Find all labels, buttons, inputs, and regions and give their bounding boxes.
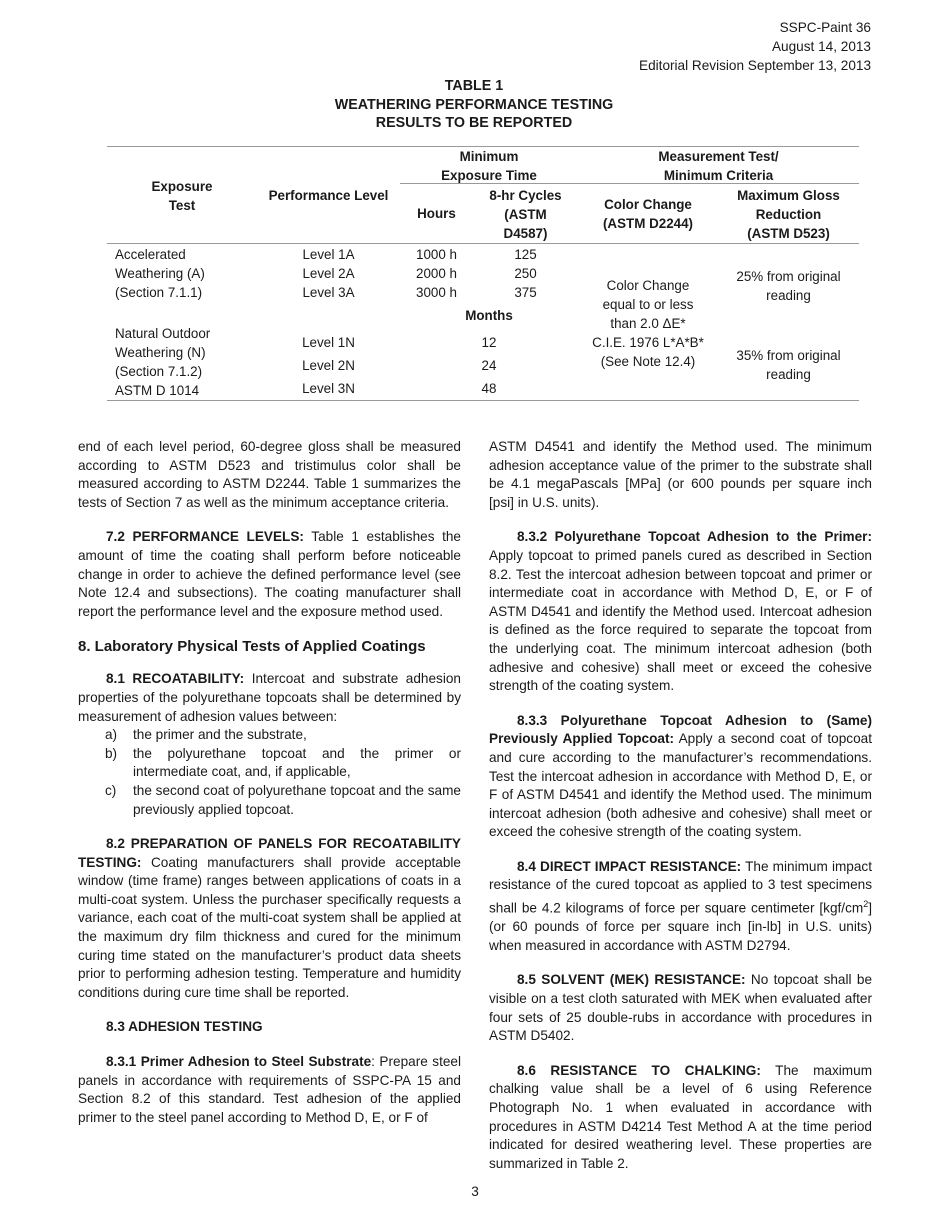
adhesion-list <box>78 726 461 819</box>
cycles-values: 125 250 375 <box>514 247 537 300</box>
paragraph: ASTM D4541 and identify the Method used. The minimum adhesion acceptance value of the primer to the substrate shall be 4.1 megaPascals [MPa] (or 600 pounds per square inch [psi] in U.S. units). <box>489 439 872 510</box>
section-8-1: 8.1 RECOATABILITY: Intercoat and substrate adhesion properties of the polyurethane topcoats shall be determined by measurement of adhesion values between: <box>78 671 461 724</box>
months-values: 12 24 48 <box>481 335 497 396</box>
table-rule <box>107 243 859 244</box>
col-header-min-exposure: Minimum Exposure Time <box>441 149 537 183</box>
section-8-3-2: 8.3.2 Polyurethane Topcoat Adhesion to the Primer: Apply topcoat to primed panels cured as described in Section 8.2. Test the intercoat adhesion between topcoat and primer or intermediate coat in accordance with Method D, E, or F of ASTM D4541 and identify the Method used. Intercoat adhesion is defined as the force required to separate the topcoat from the underlying coat. The minimum intercoat adhesion (both adhesive and cohesive) shall meet or exceed the cohesive strength of the coating system. <box>489 529 872 694</box>
doc-revision: Editorial Revision September 13, 2013 <box>639 58 871 73</box>
table-row: Level 1N Level 2N Level 3N <box>302 335 355 396</box>
paragraph: end of each level period, 60-degree gloss shall be measured according to ASTM D523 and tristimulus color shall be measured according to ASTM D2244. Table 1 summarizes the tests of Section 7 as well as the minimum acceptance criteria. <box>78 439 461 510</box>
section-8-5: 8.5 SOLVENT (MEK) RESISTANCE: No topcoat shall be visible on a test cloth saturated with MEK when evaluated after four sets of 25 double-rubs in accordance with procedures in ASTM D5402. <box>489 972 873 1044</box>
section-8-3-3: 8.3.3 Polyurethane Topcoat Adhesion to (Same) Previously Applied Topcoat: Apply a second coat of topcoat and cure according to the manufacturer’s recommendations. Test the intercoat adhesion in accordance with Method D, E, or F of ASTM D4541 and identify the Method used. The minimum intercoat adhesion (both adhesive and cohesive) shall meet or exceed the cohesive strength of the coating system. <box>489 712 873 840</box>
col-header-measurement: Measurement Test/ Minimum Criteria <box>658 149 779 183</box>
table-title <box>0 77 948 133</box>
col-header-hours: Hours <box>417 206 456 221</box>
gloss-criteria-accelerated: 25% from original reading <box>736 269 841 303</box>
section-8-3: 8.3 ADHESION TESTING <box>106 1019 263 1035</box>
section-7-2: 7.2 PERFORMANCE LEVELS: Table 1 establishes the amount of time the coating shall perform before noticeable change in order to achieve the defined performance level (see Note 12.4 and subsections). The coating manufacturer shall report the performance level and the exposure method used. <box>78 529 461 619</box>
page-number: 3 <box>471 1184 479 1199</box>
months-subheader: Months <box>465 308 513 323</box>
table-rule <box>107 400 859 401</box>
col-header-performance-level: Performance Level <box>268 188 389 203</box>
col-header-exposure-test: Exposure Test <box>151 179 213 213</box>
document-header <box>639 18 871 75</box>
gloss-criteria-natural: 35% from original reading <box>736 348 841 382</box>
table-row: Level 1A Level 2A Level 3A <box>302 247 355 300</box>
list-item: a) the primer and the substrate, <box>105 727 307 743</box>
doc-date: August 14, 2013 <box>771 39 871 54</box>
table-title-line: WEATHERING PERFORMANCE TESTING <box>334 96 614 113</box>
list-item: b) the polyurethane topcoat and the primer or intermediate coat, and, if applicable, <box>105 745 461 780</box>
section-8-3-1: 8.3.1 Primer Adhesion to Steel Substrate: Prepare steel panels in accordance with requirements of SSPC-PA 15 and Section 8.2 of this standard. Test adhesion of the applied primer to the steel panel according to Method D, E, or F of <box>78 1054 461 1125</box>
table-title-line: TABLE 1 <box>444 78 504 94</box>
section-8-4: 8.4 DIRECT IMPACT RESISTANCE: The minimum impact resistance of the cured topcoat as applied to 3 test specimens shall be 4.2 kilograms of force per square centimeter $[kgf/cm^2]$ (or 60 pounds of force per square inch [in-lb] in U.S. units) when measured in accordance with ASTM D2794. <box>489 858 872 953</box>
list-item: c) the second coat of polyurethane topcoat and the same previously applied topcoat. <box>105 782 461 817</box>
col-header-gloss-reduction: Maximum Gloss Reduction (ASTM D523) <box>737 188 840 241</box>
left-column <box>78 438 461 1143</box>
col-header-cycles: 8-hr Cycles (ASTM D4587) <box>489 188 562 241</box>
table-title-line: RESULTS TO BE REPORTED <box>375 115 573 131</box>
exposure-natural: Natural Outdoor Weathering (N) (Section 7.1.2) ASTM D 1014 <box>115 326 211 398</box>
right-column <box>489 438 872 1189</box>
section-8-heading: 8. Laboratory Physical Tests of Applied Coatings <box>78 638 426 656</box>
exposure-accelerated: Accelerated Weathering (A) (Section 7.1.1) <box>115 247 205 300</box>
color-change-criteria: Color Change equal to or less than 2.0 ΔE* C.I.E. 1976 L*A*B* (See Note 12.4) <box>592 278 704 369</box>
hours-values: 1000 h 2000 h 3000 h <box>416 247 457 300</box>
doc-id: SSPC-Paint 36 <box>779 20 871 35</box>
section-8-2: 8.2 PREPARATION OF PANELS FOR RECOATABILITY TESTING: Coating manufacturers shall provide acceptable window (time frame) ranges between applications of coats in a multi-coat system. Unless the purchaser specifically requests a variance, each coat of the multi-coat system shall be applied at the maximum dry film thickness and cured for the minimum curing time stated on the manufacturer’s product data sheets prior to performing adhesion testing. Temperature and humidity conditions during cure time shall be reported. <box>78 836 461 1000</box>
section-8-6: 8.6 RESISTANCE TO CHALKING: The maximum chalking value shall be a level of 6 using Reference Photograph No. 1 when evaluated in accordance with procedures in ASTM D4214 Test Method A at the time period indicated for desired weathering level. These properties are summarized in Table 2. <box>489 1062 873 1171</box>
col-header-color-change: Color Change (ASTM D2244) <box>602 197 694 231</box>
